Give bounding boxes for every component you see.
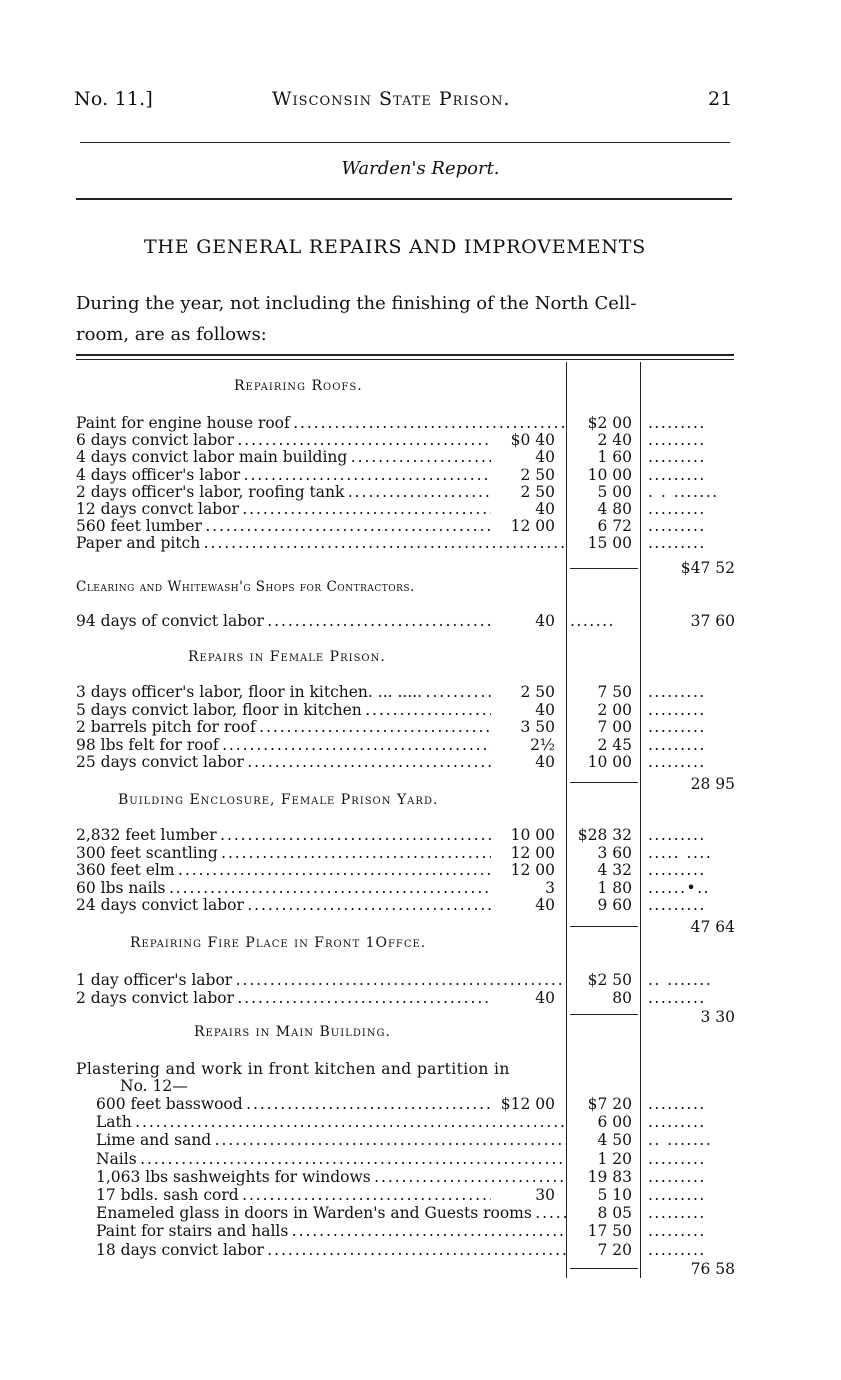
table-row <box>0 989 841 1007</box>
header-running-title: Wisconsin State Prison. <box>272 88 511 110</box>
fireplace-subtotal-rule <box>570 1014 638 1015</box>
table-rule-top <box>76 354 734 356</box>
line-item-rate: 2 50 <box>520 683 555 701</box>
table-row <box>0 896 841 914</box>
line-item-rate: 3 <box>545 878 555 897</box>
section-heading-clearing: Clearing and Whitewash'g Shops for Contractors. <box>76 579 415 595</box>
table-row <box>0 1168 841 1186</box>
line-item-leader: ......... <box>648 1186 706 1204</box>
line-item-amount: 5 10 <box>597 1186 632 1204</box>
line-item-leader: ..... .... <box>648 843 713 862</box>
main-building-intro-2 <box>0 1077 841 1095</box>
table-row <box>0 500 841 518</box>
intro-line-1: During the year, not including the finishing of the North Cell- <box>76 293 637 314</box>
line-item-leader: ....... <box>570 612 615 630</box>
line-item-amount: 7 20 <box>597 1240 632 1259</box>
line-item-description: 2 days convict labor . . . <box>76 989 491 1007</box>
line-item-leader: ......•.. <box>648 878 711 897</box>
table-row <box>0 414 841 432</box>
line-item-rate: 12 00 <box>510 843 555 862</box>
line-item-amount: 4 32 <box>597 861 632 880</box>
line-item-amount: 2 00 <box>597 700 632 719</box>
line-item-amount: $28 32 <box>577 826 632 844</box>
line-item-description: 25 days convict labor . . . <box>76 753 491 771</box>
female-prison-total: 28 95 <box>690 775 735 793</box>
line-item-description: 17 bdls. sash cord . . . <box>96 1186 491 1204</box>
table-row <box>0 971 841 989</box>
line-item-description: 6 days convict labor . . . <box>76 431 491 449</box>
line-item-leader: ......... <box>648 1204 706 1223</box>
line-item-description: 360 feet elm . . . <box>76 861 491 879</box>
line-item-description: Enameled glass in doors in Warden's and Guests rooms . . . <box>96 1204 566 1222</box>
line-item-leader: . . ....... <box>648 482 719 501</box>
table-row <box>0 1241 841 1259</box>
line-item-description: 1 day officer's labor . . . <box>76 971 566 989</box>
page-number: 21 <box>708 88 733 110</box>
line-item-rate: 40 <box>535 896 555 915</box>
section-heading-female-prison: Repairs in Female Prison. <box>188 649 386 665</box>
line-item-description: 560 feet lumber . . . <box>76 517 491 535</box>
line-item-leader: ......... <box>648 1149 706 1168</box>
line-item-amount: 6 00 <box>597 1113 632 1132</box>
line-item-amount: 2 40 <box>597 431 632 450</box>
roofs-total: $47 52 <box>680 559 735 577</box>
line-item-description: 94 days of convict labor . . . <box>76 612 491 630</box>
line-item-leader: ......... <box>648 753 706 772</box>
line-item-description: 4 days officer's labor . . . <box>76 466 491 484</box>
line-item-leader: ......... <box>648 448 706 467</box>
line-item-leader: .. ....... <box>648 1131 713 1150</box>
line-item-amount: 4 80 <box>597 500 632 518</box>
table-row <box>0 1131 841 1149</box>
table-row <box>0 701 841 719</box>
line-item-amount: 1 80 <box>597 878 632 897</box>
line-item-description: 12 days convct labor . . . <box>76 500 491 518</box>
table-row <box>0 1095 841 1113</box>
enclosure-subtotal-rule <box>570 926 638 927</box>
line-item-leader: ......... <box>648 431 706 450</box>
line-item-leader: ......... <box>648 517 706 536</box>
line-item-leader: ......... <box>648 861 706 880</box>
section-heading-roofs: Repairing Roofs. <box>234 378 363 394</box>
line-item-amount: 2 45 <box>597 735 632 754</box>
line-item-amount: $2 00 <box>587 414 632 432</box>
line-item-description: Paint for engine house roof . . . <box>76 414 566 432</box>
table-row <box>0 1204 841 1222</box>
female-subtotal-rule <box>570 782 638 783</box>
line-item-description: 1,063 lbs sashweights for windows . . . <box>96 1168 566 1186</box>
line-item-leader: ......... <box>648 683 706 701</box>
line-item-amount: 6 72 <box>597 517 632 536</box>
line-item-description: Lime and sand . . . <box>96 1131 566 1149</box>
intro-line-2: room, are as follows: <box>76 324 267 345</box>
line-item-leader: .. ....... <box>648 971 713 989</box>
line-item-description: 60 lbs nails . . . <box>76 879 491 897</box>
line-item-description: Nails . . . <box>96 1150 566 1168</box>
table-row <box>0 844 841 862</box>
line-item-leader: ......... <box>648 700 706 719</box>
section-heading-enclosure: Building Enclosure, Female Prison Yard. <box>118 792 439 808</box>
line-item-description: 4 days convict labor main building . . . <box>76 448 491 466</box>
main-building-total: 76 58 <box>690 1260 735 1278</box>
table-row <box>0 534 841 552</box>
line-item-description: 2 barrels pitch for roof . . . <box>76 718 491 736</box>
main-building-intro-1 <box>0 1060 841 1078</box>
line-item-amount: 5 00 <box>597 482 632 501</box>
line-item-leader: ......... <box>648 896 706 915</box>
line-item-amount: 4 50 <box>597 1131 632 1150</box>
line-item-description: 24 days convict labor . . . <box>76 896 491 914</box>
line-item-leader: ......... <box>648 735 706 754</box>
line-item-rate: 40 <box>535 989 555 1007</box>
line-item-amount: 1 20 <box>597 1149 632 1168</box>
line-item-amount: 10 00 <box>587 465 632 484</box>
header-section-number: No. 11.] <box>74 88 154 110</box>
page-title: THE GENERAL REPAIRS AND IMPROVEMENTS <box>143 236 647 258</box>
line-item-amount: 17 50 <box>587 1222 632 1241</box>
line-item-rate: 30 <box>535 1186 555 1204</box>
line-item-amount: 1 60 <box>597 448 632 467</box>
line-item-description: 18 days convict labor . . . <box>96 1241 566 1259</box>
table-row <box>0 483 841 501</box>
line-item-leader: ......... <box>648 534 706 553</box>
table-row <box>0 826 841 844</box>
table-rule-top-thin <box>76 359 734 360</box>
enclosure-total: 47 64 <box>690 918 735 936</box>
line-item-amount: $2 50 <box>587 971 632 989</box>
line-item-rate: $12 00 <box>500 1095 555 1113</box>
line-item-rate: 2½ <box>530 735 555 754</box>
line-item-amount: 7 50 <box>597 683 632 701</box>
line-item-leader: ......... <box>648 465 706 484</box>
report-subtitle: Warden's Report. <box>341 158 500 179</box>
line-item-description: 2,832 feet lumber . . . <box>76 826 491 844</box>
line-item-rate: 12 00 <box>510 861 555 880</box>
line-item-description: 2 days officer's labor, roofing tank . . . <box>76 483 491 501</box>
line-item-leader: ......... <box>648 1167 706 1186</box>
table-row <box>0 466 841 484</box>
table-row <box>0 431 841 449</box>
line-item-leader: ......... <box>648 1222 706 1241</box>
fireplace-total: 3 30 <box>700 1008 735 1026</box>
table-row <box>0 753 841 771</box>
line-item-amount: 7 00 <box>597 718 632 737</box>
line-item-description: 5 days convict labor, floor in kitchen . . . <box>76 701 491 719</box>
line-item-description: 98 lbs felt for roof . . . <box>76 736 491 754</box>
line-item-leader: ......... <box>648 718 706 737</box>
table-row <box>0 1113 841 1131</box>
line-item-description: Lath . . . <box>96 1113 566 1131</box>
table-row <box>0 879 841 897</box>
line-item-amount: 10 00 <box>587 753 632 772</box>
line-item-description: No. 12— <box>120 1077 188 1095</box>
line-item-leader: ......... <box>648 989 706 1007</box>
section-heading-fireplace: Repairing Fire Place in Front 1Offce. <box>130 935 427 951</box>
line-item-leader: ......... <box>648 1113 706 1132</box>
table-row <box>0 718 841 736</box>
line-item-amount: 15 00 <box>587 534 632 553</box>
table-row <box>0 683 841 701</box>
line-item-rate: 3 50 <box>520 718 555 737</box>
line-item-leader: ......... <box>648 1240 706 1259</box>
line-item-amount: $7 20 <box>587 1095 632 1113</box>
roofs-subtotal-rule <box>570 568 638 569</box>
section-heading-main-building: Repairs in Main Building. <box>194 1024 391 1040</box>
line-item-leader: ......... <box>648 826 706 844</box>
line-item-rate: 40 <box>535 700 555 719</box>
line-item-rate: $0 40 <box>510 431 555 450</box>
line-item-rate: 40 <box>535 448 555 467</box>
table-row <box>0 1186 841 1204</box>
line-item-amount: 19 83 <box>587 1167 632 1186</box>
line-item-leader: ......... <box>648 414 706 432</box>
line-item-description: Paper and pitch . . . <box>76 534 566 552</box>
line-item-rate: 2 50 <box>520 482 555 501</box>
line-item-rate: 40 <box>535 753 555 772</box>
line-item-rate: 12 00 <box>510 517 555 536</box>
table-row <box>0 736 841 754</box>
table-row <box>0 448 841 466</box>
line-item-leader: ......... <box>648 1095 706 1113</box>
line-item-rate: 40 <box>535 612 555 630</box>
line-item-description: Plastering and work in front kitchen and partition in <box>76 1060 510 1078</box>
line-item-description: 3 days officer's labor, floor in kitchen. ... ..... . . . <box>76 683 491 701</box>
rule-under-subtitle <box>76 198 732 200</box>
line-item-description: Paint for stairs and halls . . . <box>96 1222 566 1240</box>
line-item-description: 600 feet basswood . . . <box>96 1095 491 1113</box>
table-row <box>0 861 841 879</box>
line-item-leader: ......... <box>648 500 706 518</box>
rule-top <box>80 142 730 143</box>
line-item-rate: 40 <box>535 500 555 518</box>
table-row <box>0 517 841 535</box>
line-item-amount: 8 05 <box>597 1204 632 1223</box>
line-item-rate: 2 50 <box>520 465 555 484</box>
main-building-subtotal-rule <box>570 1268 638 1269</box>
line-item-description: 300 feet scantling . . . <box>76 844 491 862</box>
table-row <box>0 1150 841 1168</box>
line-item-amount: 3 60 <box>597 843 632 862</box>
line-item-amount: 9 60 <box>597 896 632 915</box>
table-row <box>0 1222 841 1240</box>
line-item-amount: 80 <box>612 989 632 1007</box>
line-item-rate: 10 00 <box>510 826 555 844</box>
clearing-total: 37 60 <box>690 612 735 630</box>
